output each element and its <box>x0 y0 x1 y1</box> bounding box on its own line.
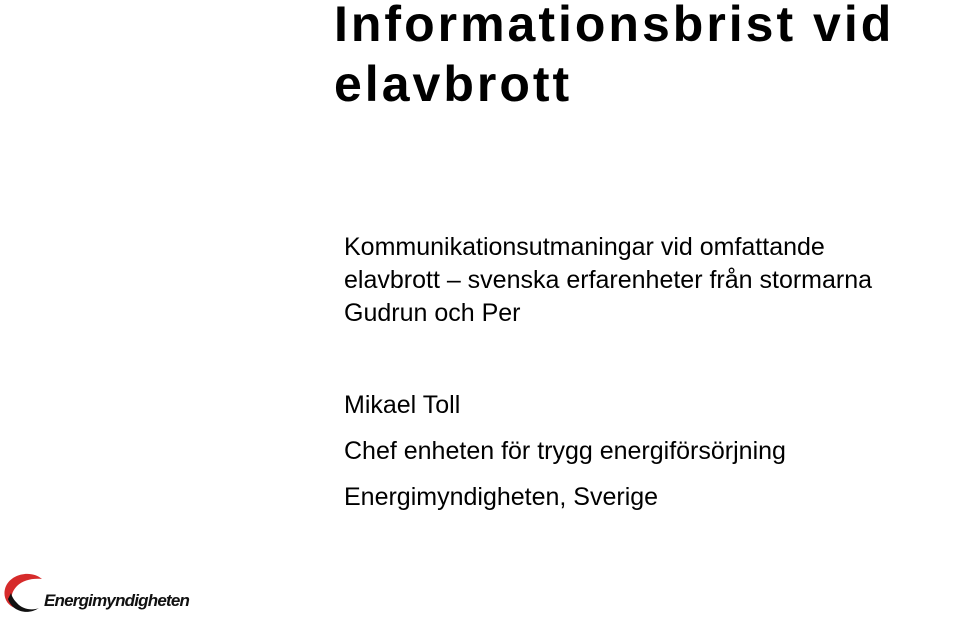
slide-title-line-1: Informationsbrist vid <box>334 0 895 52</box>
energimyndigheten-logo <box>2 572 202 616</box>
slide-title-line-2: elavbrott <box>334 56 573 112</box>
author-role: Chef enheten för trygg energiförsörjning <box>344 437 786 465</box>
slide-subtitle <box>344 231 960 330</box>
subtitle-line-3: Gudrun och Per <box>344 299 521 327</box>
author-block <box>344 382 944 520</box>
energimyndigheten-swoosh-icon <box>2 572 48 616</box>
subtitle-line-1: Kommunikationsutmaningar vid omfattande <box>344 233 825 261</box>
logo-text: Energimyndigheten <box>44 591 190 610</box>
slide-title <box>334 0 954 114</box>
author-organization: Energimyndigheten, Sverige <box>344 483 659 511</box>
subtitle-line-2: elavbrott – svenska erfarenheter från stormarna <box>344 266 873 294</box>
author-name: Mikael Toll <box>344 391 461 419</box>
